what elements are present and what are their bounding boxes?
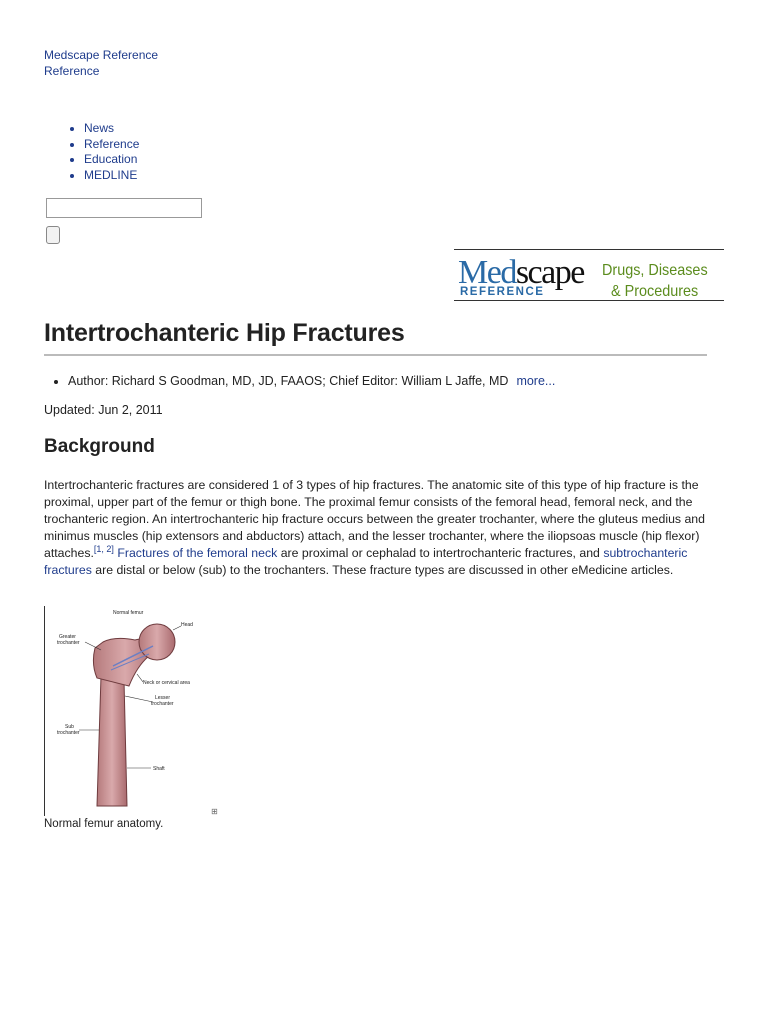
top-links [44, 47, 158, 79]
subtrochanteric-link[interactable]: subtrochanteric fractures [44, 546, 688, 577]
label-neck: Neck or cervical area [143, 680, 190, 686]
label-greater-trochanter: trochanter [57, 640, 80, 646]
nav-link-education[interactable]: Education [84, 152, 138, 166]
logo-reference-text: REFERENCE [460, 286, 545, 298]
updated-date: Updated: Jun 2, 2011 [44, 403, 163, 417]
main-nav [44, 121, 139, 183]
logo-scape-text: scape [515, 254, 584, 291]
logo-med-text: Med [458, 254, 516, 291]
nav-item-medline [84, 168, 139, 184]
page-title: Intertrochanteric Hip Fractures [44, 318, 707, 356]
nav-link-reference[interactable]: Reference [84, 136, 140, 151]
nav-item-news [84, 121, 139, 137]
label-greater: Greater [59, 634, 76, 640]
author-item [68, 373, 555, 389]
search-input[interactable] [46, 198, 202, 218]
background-paragraph [44, 477, 708, 579]
paragraph-text-2: are proximal or cephalad to intertrochanteric fractures, and [277, 546, 604, 560]
author-line: Author: Richard S Goodman, MD, JD, FAAOS; Chief Editor: William L Jaffe, MD [68, 374, 509, 388]
paragraph-text-3: are distal or below (sub) to the trochanters. These fracture types are discussed in other eMedicine articles. [91, 563, 674, 577]
tagline-line1: Drugs, Diseases [602, 262, 708, 279]
expand-icon[interactable]: ⊞ [211, 807, 218, 816]
femur-figure[interactable] [44, 606, 220, 816]
label-lesser: Lesser [155, 695, 171, 701]
femur-illustration [45, 606, 220, 816]
label-sub: Sub [65, 724, 74, 730]
figure-caption: Normal femur anatomy. [44, 818, 164, 830]
nav-link-news[interactable]: News [84, 121, 115, 135]
section-heading: Background [44, 436, 155, 457]
paragraph-text-1: Intertrochanteric fractures are considered 1 of 3 types of hip fractures. The anatomic site of this type of hip fracture is the proximal, upper part of the femur or thigh bone. The proximal femur consists of the femoral head, femoral neck, and the trochanteric region. An intertrochanteric hip fracture occurs between the greater trochanter, where the gluteus medius and minimus muscles (hip extensors and abductors) attach, and the lesser trochanter, where the iliopsoas muscle (hip flexor) attaches. [44, 478, 705, 560]
medscape-reference-link[interactable]: Medscape Reference [44, 48, 159, 62]
label-normal-femur: Normal femur [113, 610, 144, 616]
search-button[interactable] [46, 226, 60, 244]
label-sub-trochanter: trochanter [57, 730, 80, 736]
label-shaft: Shaft [153, 766, 165, 772]
nav-item-reference [84, 137, 139, 153]
medscape-banner[interactable] [454, 249, 724, 301]
citation-link[interactable]: [1, 2] [93, 543, 114, 554]
label-head: Head [181, 622, 193, 628]
logo-tagline [602, 260, 708, 302]
article-meta [44, 373, 555, 389]
tagline-line2: & Procedures [611, 283, 699, 300]
nav-link-medline[interactable]: MEDLINE [84, 167, 138, 182]
reference-link[interactable]: Reference [44, 64, 100, 78]
nav-item-education [84, 152, 139, 168]
femoral-neck-link[interactable]: Fractures of the femoral neck [117, 546, 278, 560]
label-lesser-trochanter: trochanter [151, 701, 174, 707]
medscape-logo [458, 256, 584, 290]
more-link[interactable]: more... [516, 374, 556, 388]
